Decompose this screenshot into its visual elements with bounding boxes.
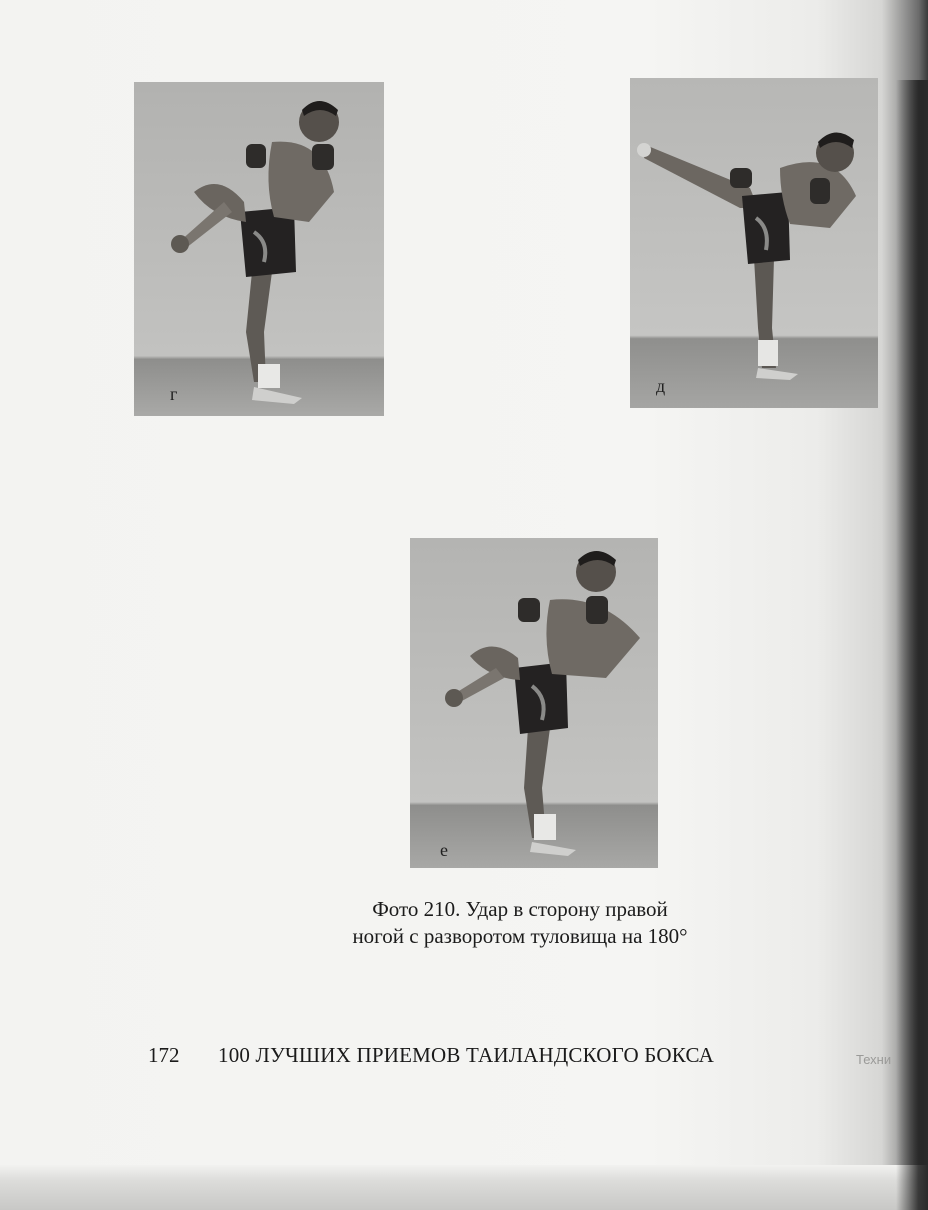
caption-line-1: Фото 210. Удар в сторону правой bbox=[372, 897, 668, 921]
fighter-side-kick-figure bbox=[630, 78, 878, 408]
photo-label-d: д bbox=[656, 376, 666, 396]
next-page-edge-text: Техни bbox=[856, 1052, 892, 1067]
photo-label-g: г bbox=[170, 384, 178, 404]
fighter-knee-raise-figure bbox=[134, 82, 384, 416]
book-title: 100 ЛУЧШИХ ПРИЕМОВ ТАИЛАНДСКОГО БОКСА bbox=[218, 1043, 714, 1067]
photo-d bbox=[630, 78, 878, 408]
book-spine-shadow bbox=[896, 80, 928, 1210]
photo-e bbox=[410, 538, 658, 868]
photo-caption bbox=[300, 896, 740, 950]
photo-g bbox=[134, 82, 384, 416]
fighter-chamber-figure bbox=[410, 538, 658, 868]
page-bottom-shadow bbox=[0, 1165, 928, 1210]
page-number: 172 bbox=[148, 1043, 180, 1067]
caption-line-2: ногой с разворотом туловища на 180° bbox=[352, 924, 688, 948]
photo-label-e: е bbox=[440, 840, 448, 860]
page-footer bbox=[148, 1043, 714, 1068]
